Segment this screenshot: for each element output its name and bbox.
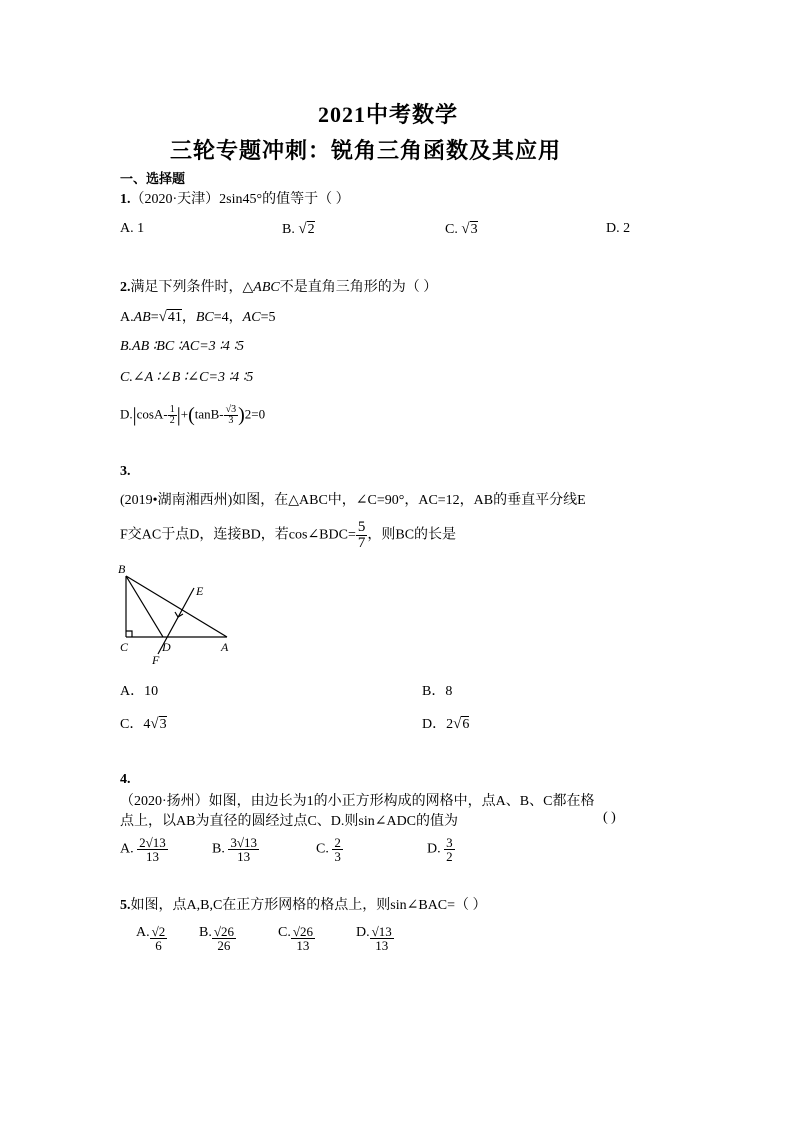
fraction <box>332 836 343 863</box>
label-c: C <box>120 640 129 654</box>
question-3-line1: (2019•湖南湘西州)如图，在△ABC中，∠C=90°，AC=12，AB的垂直平分线E <box>120 493 586 508</box>
paren-left: ( <box>188 404 195 426</box>
option-label: D．2 <box>422 717 454 732</box>
radicand: 2 <box>307 222 315 237</box>
comma: ， <box>181 310 196 325</box>
q2-option-c[interactable]: C.∠A ∶∠B ∶∠C=3 ∶4 ∶5 <box>120 370 254 385</box>
fraction <box>150 925 168 952</box>
label-d: D <box>162 640 171 654</box>
q2-option-d[interactable] <box>120 404 265 427</box>
denominator: 26 <box>217 938 231 953</box>
question-number: 5. <box>120 898 131 913</box>
page-title: 2021中考数学 <box>318 102 459 127</box>
q1-option-a[interactable]: A. 1 <box>120 221 145 236</box>
q5-option-d[interactable] <box>356 925 394 952</box>
option-label: A. <box>136 925 150 940</box>
right-angle-mark-c <box>126 631 132 637</box>
label-f: F <box>152 653 160 667</box>
question-number: 1. <box>120 192 131 207</box>
q2-option-a[interactable] <box>120 306 275 326</box>
value-bc: =4， <box>213 310 243 325</box>
plus-sign: + <box>180 406 189 422</box>
q3-option-c[interactable] <box>120 713 167 733</box>
radicand: 6 <box>462 717 470 732</box>
denominator: 3 <box>228 415 234 426</box>
sqrt-sign: √ <box>158 309 167 325</box>
q1-option-d[interactable]: D. 2 <box>606 221 631 236</box>
q4-option-c[interactable] <box>316 836 343 863</box>
question-number: 2. <box>120 280 131 295</box>
fraction <box>224 405 239 426</box>
numerator: 2√13 <box>139 835 166 850</box>
q1-option-b[interactable] <box>282 221 315 238</box>
fraction <box>370 925 394 952</box>
sqrt-sign: √ <box>150 716 159 732</box>
label-e: E <box>196 584 204 598</box>
denominator: 13 <box>237 849 251 864</box>
question-4-paren: ( ) <box>603 810 616 825</box>
side-ba <box>126 576 227 637</box>
sqrt-sign: √ <box>461 221 470 237</box>
numerator: √26 <box>292 924 313 939</box>
denominator: 13 <box>296 938 310 953</box>
fraction <box>356 520 368 551</box>
q1-option-c[interactable] <box>445 221 478 238</box>
numerator: √3 <box>225 404 237 415</box>
numerator: 5 <box>357 519 366 535</box>
q3-option-a[interactable]: A．10 <box>120 684 159 699</box>
var-bc: BC <box>195 310 214 325</box>
fraction <box>137 836 168 863</box>
label-a: A <box>221 640 229 654</box>
fraction <box>168 405 177 426</box>
q5-option-c[interactable] <box>278 925 315 952</box>
option-label: C．4 <box>120 717 151 732</box>
equation-end: 2=0 <box>244 406 266 422</box>
numerator: 3√13 <box>230 835 257 850</box>
option-label: C. <box>445 222 458 237</box>
denominator: 13 <box>375 938 389 953</box>
fraction <box>291 925 315 952</box>
radicand: 3 <box>470 222 478 237</box>
var-ab: AB <box>133 310 151 325</box>
radicand: 3 <box>159 717 167 732</box>
abs-bar-right: | <box>176 404 181 426</box>
option-label: A. <box>120 841 134 857</box>
question-3-line2 <box>120 520 456 551</box>
abs-bar-left: | <box>132 404 137 426</box>
fraction <box>212 925 236 952</box>
tan-term: tanB- <box>194 406 224 422</box>
question-4-line1: （2020·扬州）如图，由边长为1的小正方形构成的网格中，点A、B、C都在格 <box>120 794 595 809</box>
question-2 <box>120 276 437 296</box>
eq-sign: = <box>150 310 159 325</box>
option-label: C. <box>278 925 291 940</box>
option-label: D. <box>427 841 441 857</box>
denominator: 2 <box>169 415 175 426</box>
option-label: B. <box>199 925 212 940</box>
q5-option-b[interactable] <box>199 925 236 952</box>
option-label: A. <box>120 310 134 325</box>
numerator: √26 <box>213 924 234 939</box>
option-label: C. <box>316 841 329 857</box>
denominator: 6 <box>155 938 162 953</box>
question-4-line2: 点上，以AB为直径的圆经过点C、D.则sin∠ADC的值为 <box>120 814 459 829</box>
q4-option-b[interactable] <box>212 836 259 863</box>
triangle-figure <box>112 562 242 672</box>
cos-term: cosA- <box>136 406 168 422</box>
option-label: D. <box>120 406 133 422</box>
option-label: D. <box>356 925 370 940</box>
question-text: F交AC于点D，连接BD，若cos∠BDC= <box>120 527 356 543</box>
question-5 <box>120 894 487 914</box>
question-number-4: 4. <box>120 772 131 787</box>
label-b: B <box>118 562 126 576</box>
fraction <box>228 836 259 863</box>
numerator: 1 <box>169 404 175 415</box>
option-label: B. <box>212 841 225 857</box>
q3-option-d[interactable] <box>422 713 469 733</box>
numerator: 2 <box>334 835 341 850</box>
question-number-3: 3. <box>120 464 131 479</box>
option-label: B. <box>282 222 295 237</box>
sqrt-sign: √ <box>453 716 462 732</box>
q3-option-b[interactable]: B．8 <box>422 684 453 699</box>
denominator: 2 <box>446 849 453 864</box>
numerator: 3 <box>446 835 453 850</box>
numerator: √13 <box>371 924 392 939</box>
denominator: 3 <box>334 849 341 864</box>
sqrt-sign: √ <box>298 221 307 237</box>
var-ac: AC <box>242 310 261 325</box>
q4-option-a[interactable] <box>120 836 168 863</box>
triangle-var: △ABC <box>242 280 280 295</box>
question-text: 如图，点A,B,C在正方形网格的格点上，则sin∠BAC=（ ） <box>130 898 487 913</box>
numerator: √2 <box>151 924 166 939</box>
page-subtitle: 三轮专题冲刺：锐角三角函数及其应用 <box>170 138 562 163</box>
section-heading: 一、选择题 <box>120 171 186 186</box>
denominator: 7 <box>357 535 366 551</box>
segment-bd <box>126 576 163 637</box>
question-text: ，则BC的长是 <box>367 527 457 543</box>
question-text: （2020·天津）2sin45°的值等于（ ） <box>130 192 350 207</box>
value-ac: =5 <box>260 310 276 325</box>
q5-option-a[interactable] <box>136 925 167 952</box>
question-text: 满足下列条件时， <box>130 280 243 295</box>
radicand: 41 <box>167 310 182 325</box>
denominator: 13 <box>145 849 159 864</box>
question-text: 不是直角三角形的为（ ） <box>279 280 438 295</box>
paren-right: ) <box>238 404 245 426</box>
question-1 <box>120 188 350 208</box>
q4-option-d[interactable] <box>427 836 455 863</box>
q2-option-b[interactable]: B.AB ∶BC ∶AC=3 ∶4 ∶5 <box>120 339 244 354</box>
fraction <box>444 836 455 863</box>
